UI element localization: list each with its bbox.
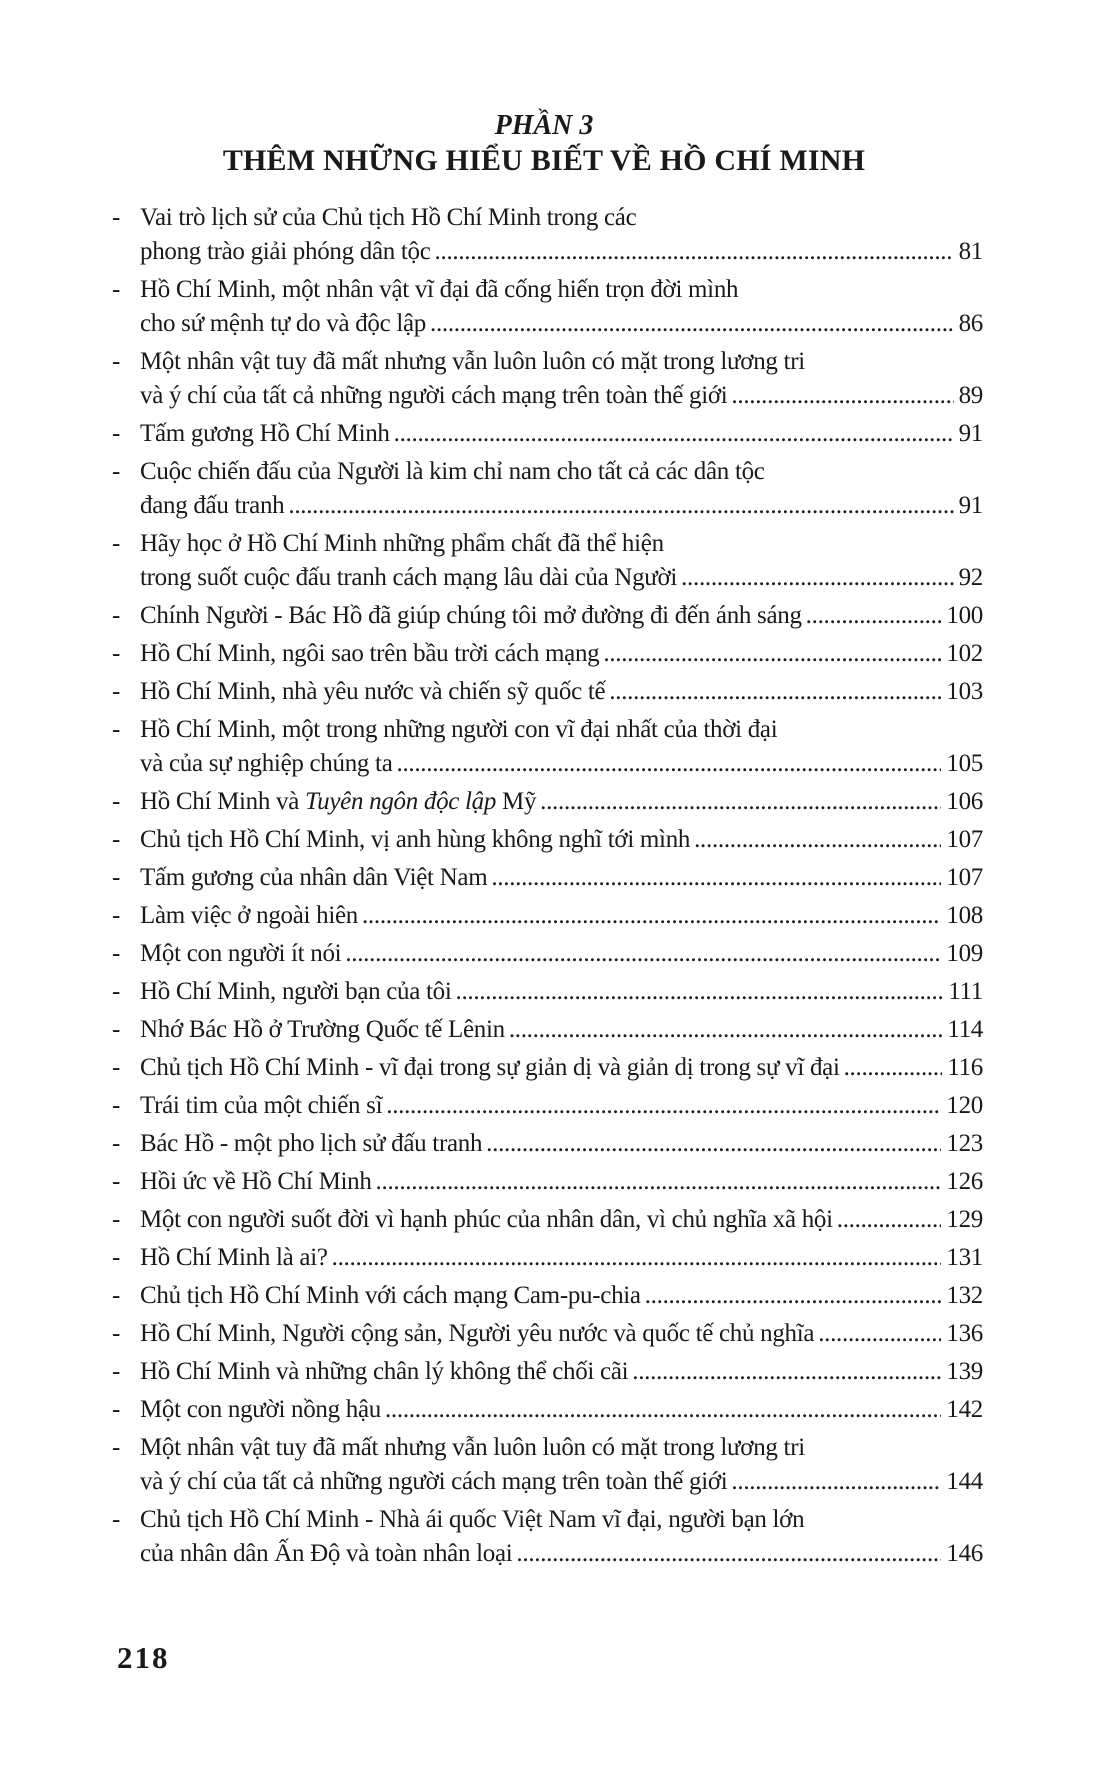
dash-bullet: - — [112, 940, 121, 967]
dash-bullet: - — [112, 978, 121, 1005]
toc-entry-line — [140, 307, 983, 341]
toc-entry-text-block — [140, 417, 983, 451]
entry-page-number: 129 — [946, 1206, 983, 1233]
toc-entry-title — [140, 204, 636, 231]
toc-entry-line — [140, 235, 983, 269]
toc-entry-line — [140, 273, 983, 307]
toc-entry-line — [140, 1317, 983, 1351]
toc-entry — [105, 273, 983, 341]
title-segment: Hồ Chí Minh, Người cộng sản, Người yêu nước và quốc tế chủ nghĩa — [140, 1320, 815, 1347]
toc-entry — [105, 417, 983, 451]
toc-entry — [105, 1165, 983, 1199]
entry-page-number: 132 — [946, 1282, 983, 1309]
title-segment: Bác Hồ - một pho lịch sử đấu tranh — [140, 1130, 483, 1157]
dash-bullet: - — [112, 788, 121, 815]
title-segment: Chủ tịch Hồ Chí Minh, vị anh hùng không nghĩ tới mình — [140, 826, 691, 853]
dot-leader — [491, 861, 941, 895]
toc-entry-text-block — [140, 599, 983, 633]
toc-entry — [105, 1241, 983, 1275]
toc-entry-text-block — [140, 1165, 983, 1199]
toc-entry-line — [140, 1241, 983, 1275]
dash-bullet: - — [112, 1092, 121, 1119]
toc-entry — [105, 1431, 983, 1499]
toc-entry-title — [140, 1279, 641, 1313]
toc-entry-title — [140, 747, 393, 781]
title-segment: Một nhân vật tuy đã mất nhưng vẫn luôn luôn có mặt trong lương tri — [140, 1434, 805, 1461]
toc-entry-title — [140, 1051, 840, 1085]
dot-leader — [386, 1089, 941, 1123]
toc-entry-text-block — [140, 455, 983, 523]
toc-entry-title — [140, 1537, 512, 1571]
toc-entry-text-block — [140, 1089, 983, 1123]
toc-entry-title — [140, 379, 727, 413]
toc-entry — [105, 1089, 983, 1123]
dash-bullet: - — [112, 1244, 121, 1271]
toc-entry-title — [140, 417, 390, 451]
title-segment: Chủ tịch Hồ Chí Minh - vĩ đại trong sự giản dị và giản dị trong sự vĩ đại — [140, 1054, 840, 1081]
toc-entry-text-block — [140, 1051, 983, 1085]
dot-leader — [332, 1241, 942, 1275]
title-segment: Vai trò lịch sử của Chủ tịch Hồ Chí Minh trong các — [140, 204, 637, 231]
dot-leader — [486, 1127, 941, 1161]
entry-page-number: 109 — [946, 940, 983, 967]
dot-leader — [509, 1013, 943, 1047]
toc-entry-text-block — [140, 1503, 983, 1571]
toc-entry-title — [140, 489, 284, 523]
toc-entry-title — [140, 1355, 628, 1389]
dot-leader — [818, 1317, 941, 1351]
title-segment: Chủ tịch Hồ Chí Minh với cách mạng Cam-pu-chia — [140, 1282, 641, 1309]
toc-entry-line — [140, 201, 983, 235]
title-segment: Hồ Chí Minh, một trong những người con vĩ đại nhất của thời đại — [140, 716, 778, 743]
title-segment: Làm việc ở ngoài hiên — [140, 902, 358, 929]
toc-entry-text-block — [140, 785, 983, 819]
toc-entry-line — [140, 675, 983, 709]
table-of-contents — [105, 201, 983, 1571]
title-segment: Mỹ — [496, 788, 537, 815]
title-segment: đang đấu tranh — [140, 492, 285, 519]
toc-entry-line — [140, 637, 983, 671]
toc-entry-line — [140, 937, 983, 971]
dash-bullet: - — [112, 420, 121, 447]
dash-bullet: - — [112, 678, 121, 705]
toc-entry — [105, 1393, 983, 1427]
toc-entry-line — [140, 1279, 983, 1313]
toc-entry-title — [140, 1241, 328, 1275]
dash-bullet: - — [112, 458, 121, 485]
toc-entry-line — [140, 1503, 983, 1537]
entry-page-number: 142 — [946, 1396, 983, 1423]
title-segment: Hồ Chí Minh, người bạn của tôi — [140, 978, 452, 1005]
toc-entry-text-block — [140, 527, 983, 595]
toc-entry-title — [140, 716, 777, 743]
dot-leader — [694, 823, 941, 857]
toc-entry-line — [140, 785, 983, 819]
dash-bullet: - — [112, 276, 121, 303]
title-segment: Hồ Chí Minh là ai? — [140, 1244, 328, 1271]
toc-entry — [105, 599, 983, 633]
toc-entry-line — [140, 1431, 983, 1465]
toc-entry-title — [140, 561, 677, 595]
toc-entry — [105, 675, 983, 709]
toc-entry-line — [140, 747, 983, 781]
toc-entry-title — [140, 937, 341, 971]
toc-entry-text-block — [140, 1355, 983, 1389]
title-segment: và ý chí của tất cả những người cách mạng trên toàn thế giới — [140, 382, 728, 409]
toc-entry-text-block — [140, 637, 983, 671]
dot-leader — [376, 1165, 942, 1199]
page-title: THÊM NHỮNG HIỂU BIẾT VỀ HỒ CHÍ MINH — [222, 144, 866, 177]
entry-page-number: 107 — [946, 864, 983, 891]
toc-entry — [105, 1317, 983, 1351]
toc-entry-title — [140, 1165, 372, 1199]
dot-leader — [397, 747, 942, 781]
dash-bullet: - — [112, 864, 121, 891]
toc-entry-title — [140, 899, 358, 933]
dot-leader — [806, 599, 942, 633]
toc-entry — [105, 1051, 983, 1085]
toc-entry-text-block — [140, 1393, 983, 1427]
dash-bullet: - — [112, 1358, 121, 1385]
entry-page-number: 89 — [958, 382, 983, 409]
toc-entry-text-block — [140, 1127, 983, 1161]
toc-entry-line — [140, 1203, 983, 1237]
footer-page-number: 218 — [117, 1640, 170, 1675]
dot-leader — [362, 899, 941, 933]
toc-entry-text-block — [140, 823, 983, 857]
title-segment: Hồ Chí Minh, nhà yêu nước và chiến sỹ quốc tế — [140, 678, 606, 705]
dash-bullet: - — [112, 902, 121, 929]
dot-leader — [435, 235, 954, 269]
dash-bullet: - — [112, 1282, 121, 1309]
dash-bullet: - — [112, 1054, 121, 1081]
toc-entry-text-block — [140, 713, 983, 781]
title-segment: Trái tim của một chiến sĩ — [140, 1092, 383, 1119]
toc-entry-line — [140, 1013, 983, 1047]
toc-entry-line — [140, 527, 983, 561]
toc-entry-text-block — [140, 1279, 983, 1313]
entry-page-number: 86 — [958, 310, 983, 337]
toc-entry — [105, 713, 983, 781]
toc-entry-title — [140, 276, 738, 303]
toc-entry-text-block — [140, 1431, 983, 1499]
dot-leader — [385, 1393, 941, 1427]
entry-page-number: 116 — [947, 1054, 983, 1081]
entry-page-number: 91 — [958, 492, 983, 519]
toc-entry-line — [140, 1355, 983, 1389]
title-segment: Hồ Chí Minh, ngôi sao trên bầu trời cách mạng — [140, 640, 600, 667]
part-label: PHẦN 3 — [494, 110, 594, 141]
toc-entry-line — [140, 713, 983, 747]
dash-bullet: - — [112, 1396, 121, 1423]
toc-entry-title — [140, 235, 431, 269]
toc-entry — [105, 899, 983, 933]
toc-entry-line — [140, 455, 983, 489]
toc-entry — [105, 785, 983, 819]
entry-page-number: 120 — [946, 1092, 983, 1119]
toc-entry-line — [140, 899, 983, 933]
toc-entry — [105, 937, 983, 971]
dot-leader — [345, 937, 941, 971]
title-segment: Cuộc chiến đấu của Người là kim chỉ nam cho tất cả các dân tộc — [140, 458, 765, 485]
dot-leader — [540, 785, 941, 819]
entry-page-number: 103 — [946, 678, 983, 705]
toc-entry-title — [140, 975, 452, 1009]
dash-bullet: - — [112, 826, 121, 853]
dash-bullet: - — [112, 716, 121, 743]
toc-entry-title — [140, 1089, 382, 1123]
title-segment: Hồi ức về Hồ Chí Minh — [140, 1168, 372, 1195]
title-segment: Một con người suốt đời vì hạnh phúc của nhân dân, vì chủ nghĩa xã hội — [140, 1206, 833, 1233]
toc-entry-text-block — [140, 675, 983, 709]
toc-entry-text-block — [140, 273, 983, 341]
dash-bullet: - — [112, 1320, 121, 1347]
toc-entry-title — [140, 1434, 805, 1461]
toc-entry-line — [140, 1165, 983, 1199]
toc-entry — [105, 637, 983, 671]
dot-leader — [288, 489, 953, 523]
entry-page-number: 108 — [946, 902, 983, 929]
entry-page-number: 131 — [946, 1244, 983, 1271]
title-segment: Hồ Chí Minh và — [140, 788, 305, 815]
toc-entry — [105, 527, 983, 595]
toc-entry-title — [140, 1506, 804, 1533]
title-segment: Một nhân vật tuy đã mất nhưng vẫn luôn luôn có mặt trong lương tri — [140, 348, 805, 375]
dot-leader — [456, 975, 944, 1009]
dot-leader — [394, 417, 954, 451]
entry-page-number: 114 — [947, 1016, 983, 1043]
toc-entry-line — [140, 1089, 983, 1123]
dot-leader — [681, 561, 954, 595]
toc-entry-text-block — [140, 1013, 983, 1047]
dash-bullet: - — [112, 640, 121, 667]
entry-page-number: 139 — [946, 1358, 983, 1385]
toc-entry-text-block — [140, 937, 983, 971]
title-segment: trong suốt cuộc đấu tranh cách mạng lâu dài của Người — [140, 564, 678, 591]
toc-entry-title — [140, 675, 605, 709]
toc-entry-text-block — [140, 1203, 983, 1237]
entry-page-number: 107 — [946, 826, 983, 853]
dot-leader — [430, 307, 954, 341]
page-content — [105, 110, 983, 1575]
title-segment: Hồ Chí Minh và những chân lý không thể chối cãi — [140, 1358, 629, 1385]
title-segment: Một con người nồng hậu — [140, 1396, 381, 1423]
toc-entry-title — [140, 823, 690, 857]
toc-entry — [105, 1203, 983, 1237]
toc-entry-title — [140, 348, 805, 375]
entry-page-number: 100 — [946, 602, 983, 629]
toc-entry-line — [140, 1393, 983, 1427]
title-segment: Một con người ít nói — [140, 940, 342, 967]
toc-entry — [105, 345, 983, 413]
toc-entry-line — [140, 823, 983, 857]
toc-entry-line — [140, 345, 983, 379]
title-segment: Tấm gương của nhân dân Việt Nam — [140, 864, 488, 891]
title-segment: và ý chí của tất cả những người cách mạng trên toàn thế giới — [140, 1468, 728, 1495]
dot-leader — [731, 379, 953, 413]
toc-entry-text-block — [140, 1317, 983, 1351]
dash-bullet: - — [112, 348, 121, 375]
dash-bullet: - — [112, 1130, 121, 1157]
entry-page-number: 144 — [946, 1468, 983, 1495]
entry-page-number: 146 — [946, 1540, 983, 1567]
toc-entry-title — [140, 1127, 482, 1161]
toc-entry — [105, 201, 983, 269]
toc-entry-title — [140, 1393, 381, 1427]
toc-entry-text-block — [140, 975, 983, 1009]
toc-entry-line — [140, 417, 983, 451]
dot-leader — [603, 637, 941, 671]
toc-entry-title — [140, 1013, 505, 1047]
dash-bullet: - — [112, 1206, 121, 1233]
title-segment: Chủ tịch Hồ Chí Minh - Nhà ái quốc Việt Nam vĩ đại, người bạn lớn — [140, 1506, 805, 1533]
dash-bullet: - — [112, 1434, 121, 1461]
toc-entry-title — [140, 599, 802, 633]
toc-entry-title — [140, 458, 765, 485]
toc-entry-title — [140, 1203, 833, 1237]
toc-entry-title — [140, 861, 487, 895]
toc-entry — [105, 1355, 983, 1389]
title-segment: cho sứ mệnh tự do và độc lập — [140, 310, 426, 337]
toc-entry-text-block — [140, 1241, 983, 1275]
toc-entry — [105, 1013, 983, 1047]
toc-entry-line — [140, 599, 983, 633]
toc-entry — [105, 975, 983, 1009]
title-segment: và của sự nghiệp chúng ta — [140, 750, 393, 777]
dot-leader — [609, 675, 941, 709]
dot-leader — [837, 1203, 942, 1237]
title-segment: của nhân dân Ấn Độ và toàn nhân loại — [140, 1540, 513, 1567]
title-segment: Chính Người - Bác Hồ đã giúp chúng tôi mở đường đi đến ánh sáng — [140, 602, 802, 629]
title-segment: phong trào giải phóng dân tộc — [140, 238, 431, 265]
dot-leader — [731, 1465, 941, 1499]
entry-page-number: 123 — [946, 1130, 983, 1157]
entry-page-number: 136 — [946, 1320, 983, 1347]
toc-entry-line — [140, 379, 983, 413]
toc-entry-text-block — [140, 345, 983, 413]
toc-entry — [105, 1503, 983, 1571]
toc-entry — [105, 861, 983, 895]
dot-leader — [844, 1051, 943, 1085]
title-segment: Tấm gương Hồ Chí Minh — [140, 420, 390, 447]
title-segment: Hồ Chí Minh, một nhân vật vĩ đại đã cống hiến trọn đời mình — [140, 276, 739, 303]
toc-entry — [105, 455, 983, 523]
title-segment: Nhớ Bác Hồ ở Trường Quốc tế Lênin — [140, 1016, 505, 1043]
toc-entry-text-block — [140, 899, 983, 933]
entry-page-number: 105 — [946, 750, 983, 777]
toc-entry-line — [140, 861, 983, 895]
italic-title-segment: Tuyên ngôn độc lập — [304, 788, 497, 815]
toc-entry-line — [140, 561, 983, 595]
dot-leader — [516, 1537, 941, 1571]
toc-entry-title — [140, 1317, 814, 1351]
entry-page-number: 91 — [958, 420, 983, 447]
dash-bullet: - — [112, 1016, 121, 1043]
toc-entry-title — [140, 785, 536, 819]
toc-entry — [105, 1279, 983, 1313]
toc-entry-line — [140, 1051, 983, 1085]
entry-page-number: 102 — [946, 640, 983, 667]
entry-page-number: 92 — [958, 564, 983, 591]
toc-entry-title — [140, 307, 426, 341]
dash-bullet: - — [112, 1168, 121, 1195]
toc-entry — [105, 1127, 983, 1161]
dot-leader — [645, 1279, 942, 1313]
dash-bullet: - — [112, 602, 121, 629]
entry-page-number: 106 — [946, 788, 983, 815]
entry-page-number: 111 — [948, 978, 983, 1005]
entry-page-number: 81 — [958, 238, 983, 265]
toc-entry-line — [140, 975, 983, 1009]
toc-entry — [105, 823, 983, 857]
dash-bullet: - — [112, 530, 121, 557]
dash-bullet: - — [112, 1506, 121, 1533]
dot-leader — [632, 1355, 941, 1389]
toc-entry-text-block — [140, 201, 983, 269]
dash-bullet: - — [112, 204, 121, 231]
toc-entry-text-block — [140, 861, 983, 895]
title-segment: Hãy học ở Hồ Chí Minh những phẩm chất đã thể hiện — [140, 530, 664, 557]
toc-entry-line — [140, 489, 983, 523]
toc-entry-line — [140, 1465, 983, 1499]
toc-entry-title — [140, 637, 599, 671]
toc-entry-line — [140, 1127, 983, 1161]
toc-entry-title — [140, 1465, 727, 1499]
entry-page-number: 126 — [946, 1168, 983, 1195]
toc-entry-title — [140, 530, 664, 557]
toc-entry-line — [140, 1537, 983, 1571]
